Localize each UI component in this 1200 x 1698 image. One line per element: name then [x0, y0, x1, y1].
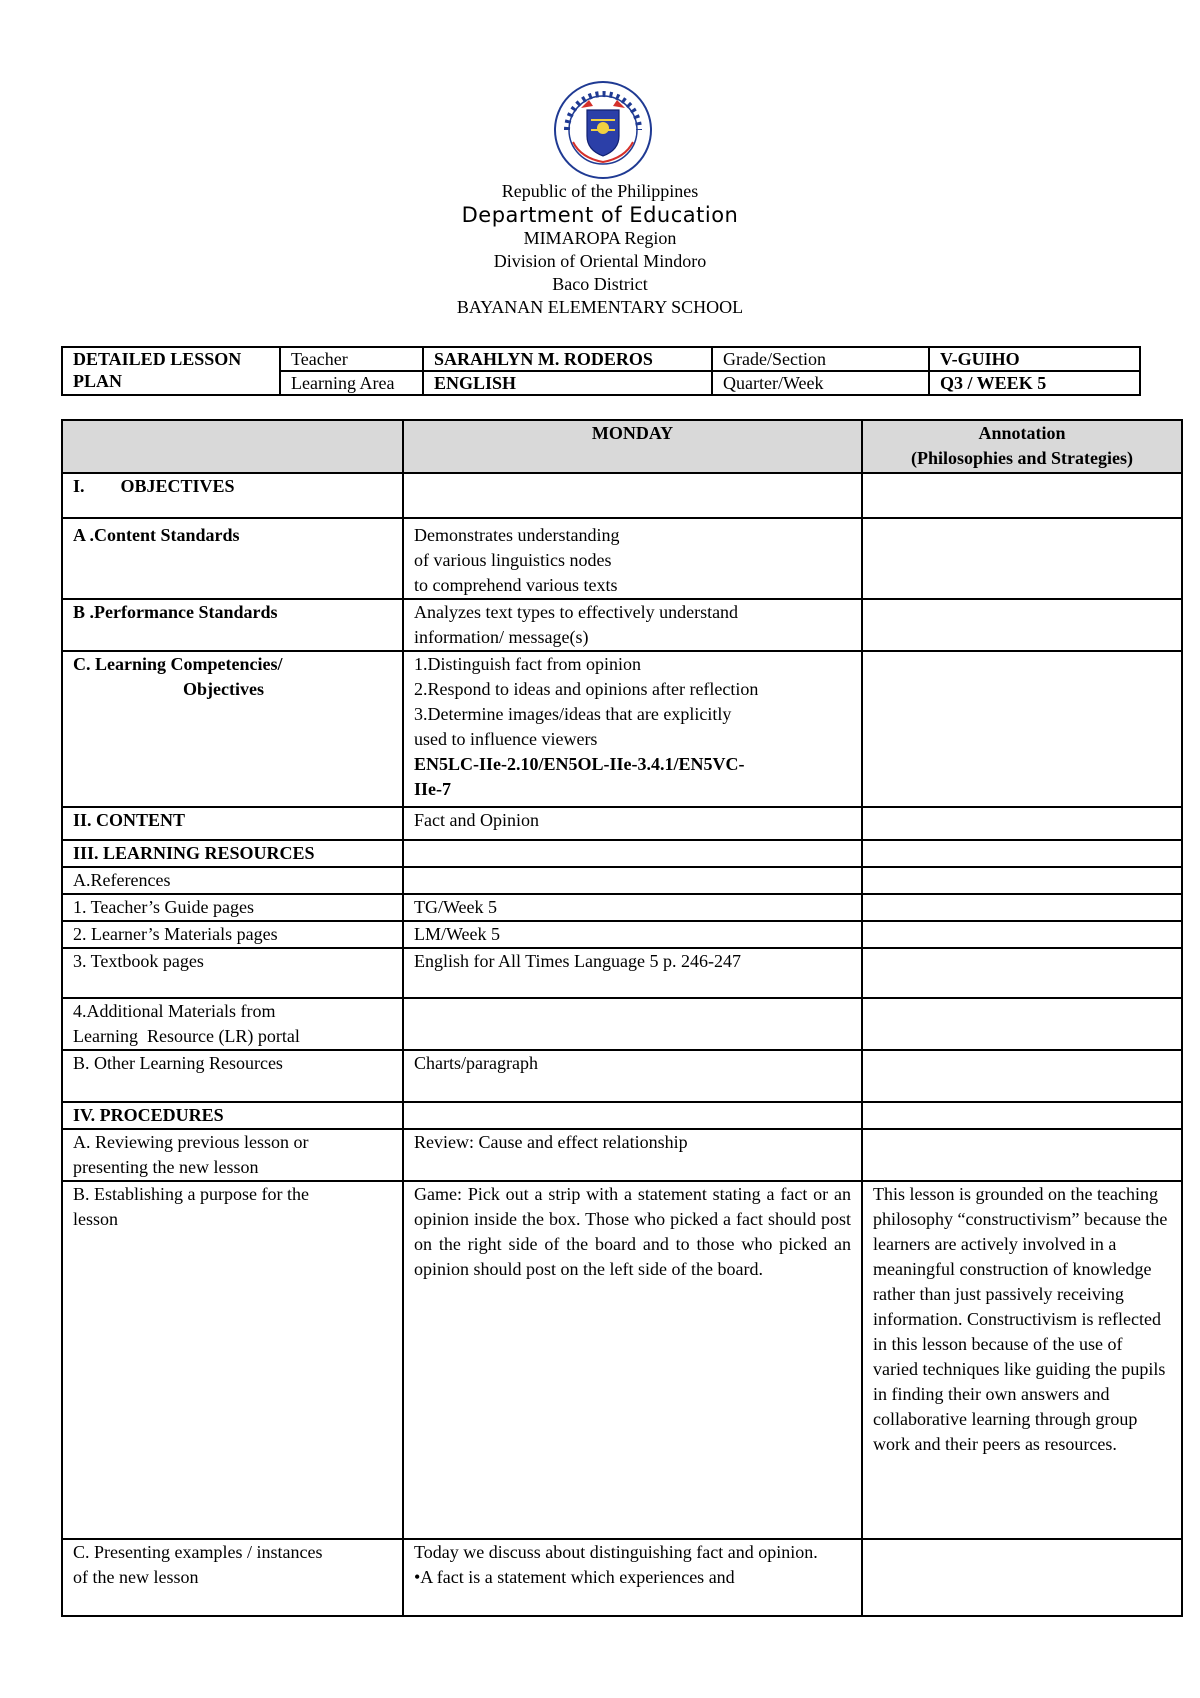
table-header-row	[62, 420, 1182, 473]
table-row	[62, 1181, 1182, 1539]
table-row	[62, 1539, 1182, 1616]
textbook-label: 3. Textbook pages	[62, 948, 403, 998]
table-row	[62, 518, 1182, 599]
table-row	[62, 921, 1182, 948]
table-row	[62, 473, 1182, 518]
review-value: Review: Cause and effect relationship	[403, 1129, 862, 1181]
day-header: MONDAY	[403, 420, 862, 473]
tg-value: TG/Week 5	[403, 894, 862, 921]
plan-label: DETAILED LESSON PLAN	[62, 347, 280, 395]
presenting-value: Today we discuss about distinguishing fact and opinion. •A fact is a statement which experiences and	[403, 1539, 862, 1616]
other-resources-label: B. Other Learning Resources	[62, 1050, 403, 1102]
district-line: Baco District	[552, 274, 648, 294]
header-empty-cell	[62, 420, 403, 473]
other-resources-value: Charts/paragraph	[403, 1050, 862, 1102]
table-row	[62, 599, 1182, 651]
deped-seal-logo	[551, 80, 655, 180]
school-line: BAYANAN ELEMENTARY SCHOOL	[456, 297, 744, 317]
content-standards-value: Demonstrates understanding of various linguistics nodes to comprehend various texts	[403, 518, 862, 599]
table-row	[62, 840, 1182, 867]
references-label: A.References	[62, 867, 403, 894]
teacher-value: SARAHLYN M. RODEROS	[423, 347, 712, 371]
competencies-label: C. Learning Competencies/ Objectives	[62, 651, 403, 807]
content-standards-label: A .Content Standards	[62, 518, 403, 599]
lm-label: 2. Learner’s Materials pages	[62, 921, 403, 948]
purpose-label: B. Establishing a purpose for the lesson	[62, 1181, 403, 1539]
competencies-value: 1.Distinguish fact from opinion 2.Respond to ideas and opinions after reflection 3.Determine images/ideas that are explicitly used to influence viewers EN5LC-IIe-2.10/EN5OL-IIe-3.4.1/EN5VC- IIe-7	[403, 651, 862, 807]
competency-code: EN5LC-IIe-2.10/EN5OL-IIe-3.4.1/EN5VC-	[414, 754, 745, 774]
quarter-label: Quarter/Week	[712, 371, 929, 395]
content-value: Fact and Opinion	[403, 807, 862, 840]
grade-label: Grade/Section	[712, 347, 929, 371]
content-label: II. CONTENT	[62, 807, 403, 840]
performance-standards-value: Analyzes text types to effectively understand information/ message(s)	[403, 599, 862, 651]
teacher-label: Teacher	[280, 347, 423, 371]
table-row	[62, 1050, 1182, 1102]
objectives-heading: I. OBJECTIVES	[62, 473, 403, 518]
purpose-value: Game: Pick out a strip with a statement stating a fact or an opinion inside the box. Those who picked a fact should post on the right side of the board and to those who picked an opinion should post on the left side of the board.	[403, 1181, 862, 1539]
presenting-label: C. Presenting examples / instances of the new lesson	[62, 1539, 403, 1616]
review-label: A. Reviewing previous lesson or presenting the new lesson	[62, 1129, 403, 1181]
performance-standards-label: B .Performance Standards	[62, 599, 403, 651]
table-row	[62, 651, 1182, 807]
quarter-value: Q3 / WEEK 5	[929, 371, 1140, 395]
grade-value: V-GUIHO	[929, 347, 1140, 371]
department-line: Department of Education	[461, 203, 739, 227]
table-row	[62, 998, 1182, 1050]
table-row	[62, 894, 1182, 921]
procedures-label: IV. PROCEDURES	[62, 1102, 403, 1129]
table-row	[62, 1129, 1182, 1181]
tg-label: 1. Teacher’s Guide pages	[62, 894, 403, 921]
region-line: MIMAROPA Region	[523, 228, 677, 248]
republic-line: Republic of the Philippines	[501, 181, 699, 201]
info-row	[62, 347, 1140, 371]
letterhead	[0, 180, 1200, 319]
resources-label: III. LEARNING RESOURCES	[62, 840, 403, 867]
lesson-plan-table	[61, 419, 1183, 1617]
table-row	[62, 867, 1182, 894]
additional-materials-label: 4.Additional Materials from Learning Resource (LR) portal	[62, 998, 403, 1050]
area-label: Learning Area	[280, 371, 423, 395]
lm-value: LM/Week 5	[403, 921, 862, 948]
table-row	[62, 948, 1182, 998]
table-row	[62, 807, 1182, 840]
lesson-info-table	[61, 346, 1141, 396]
area-value: ENGLISH	[423, 371, 712, 395]
division-line: Division of Oriental Mindoro	[493, 251, 707, 271]
purpose-annotation: This lesson is grounded on the teaching philosophy “constructivism” because the learners are actively involved in a meaningful construction of knowledge rather than just passively receiving information. Constructivism is reflected in this lesson because of the use of varied techniques like guiding the pupils in finding their own answers and collaborative learning through group work and their peers as resources.	[862, 1181, 1182, 1539]
textbook-value: English for All Times Language 5 p. 246-247	[403, 948, 862, 998]
annotation-header: Annotation (Philosophies and Strategies)	[862, 420, 1182, 473]
table-row	[62, 1102, 1182, 1129]
